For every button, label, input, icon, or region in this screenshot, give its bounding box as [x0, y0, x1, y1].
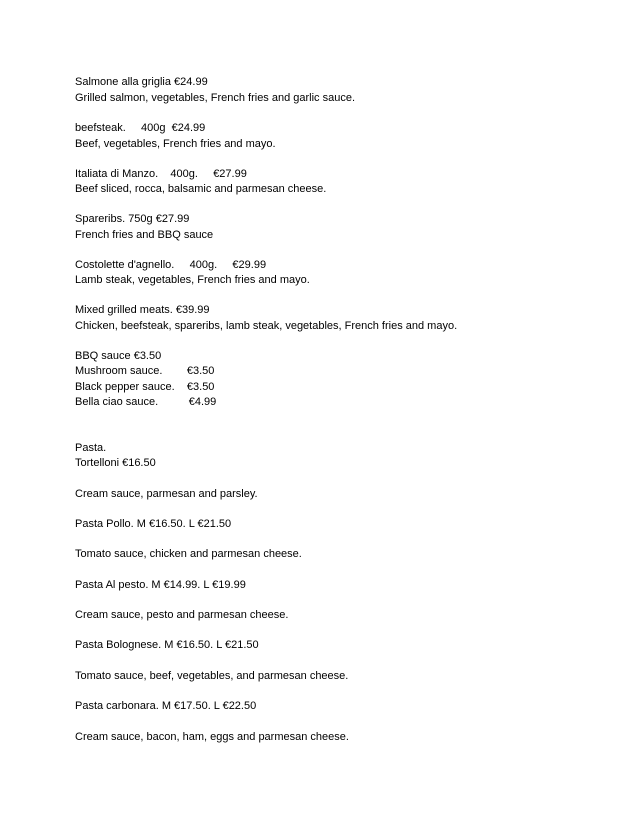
pasta-item-title: Tortelloni €16.50 [75, 457, 156, 469]
grill-item-title: Spareribs. 750g €27.99 [75, 213, 190, 225]
pasta-item-description: Tomato sauce, chicken and parmesan cheese. [75, 548, 302, 560]
sauce-item: Bella ciao sauce. €4.99 [75, 396, 217, 408]
grill-item-title: beefsteak. 400g €24.99 [75, 122, 206, 134]
grill-item-description: Chicken, beefsteak, spareribs, lamb steak, vegetables, French fries and mayo. [75, 320, 458, 332]
pasta-item-description: Cream sauce, pesto and parmesan cheese. [75, 609, 289, 621]
grill-item-title: Italiata di Manzo. 400g. €27.99 [75, 168, 247, 180]
grill-item-title: Salmone alla griglia €24.99 [75, 76, 208, 88]
pasta-heading: Pasta. [75, 442, 107, 454]
grill-item-title: Mixed grilled meats. €39.99 [75, 304, 210, 316]
grill-item-title: Costolette d'agnello. 400g. €29.99 [75, 259, 267, 271]
sauce-item: BBQ sauce €3.50 [75, 350, 162, 362]
grill-item-description: French fries and BBQ sauce [75, 229, 214, 241]
pasta-item-title: Pasta Al pesto. M €14.99. L €19.99 [75, 579, 246, 591]
pasta-item-description: Cream sauce, bacon, ham, eggs and parmesan cheese. [75, 731, 349, 743]
pasta-item-title: Pasta Bolognese. M €16.50. L €21.50 [75, 639, 259, 651]
grill-item-description: Beef sliced, rocca, balsamic and parmesan cheese. [75, 183, 327, 195]
grill-item-description: Grilled salmon, vegetables, French fries and garlic sauce. [75, 92, 356, 104]
grill-item-description: Lamb steak, vegetables, French fries and mayo. [75, 274, 310, 286]
sauce-item: Mushroom sauce. €3.50 [75, 365, 215, 377]
pasta-item-description: Tomato sauce, beef, vegetables, and parmesan cheese. [75, 670, 349, 682]
sauce-item: Black pepper sauce. €3.50 [75, 381, 215, 393]
pasta-item-description: Cream sauce, parmesan and parsley. [75, 488, 258, 500]
grill-item-description: Beef, vegetables, French fries and mayo. [75, 138, 276, 150]
pasta-item-title: Pasta Pollo. M €16.50. L €21.50 [75, 518, 232, 530]
pasta-item-title: Pasta carbonara. M €17.50. L €22.50 [75, 700, 257, 712]
